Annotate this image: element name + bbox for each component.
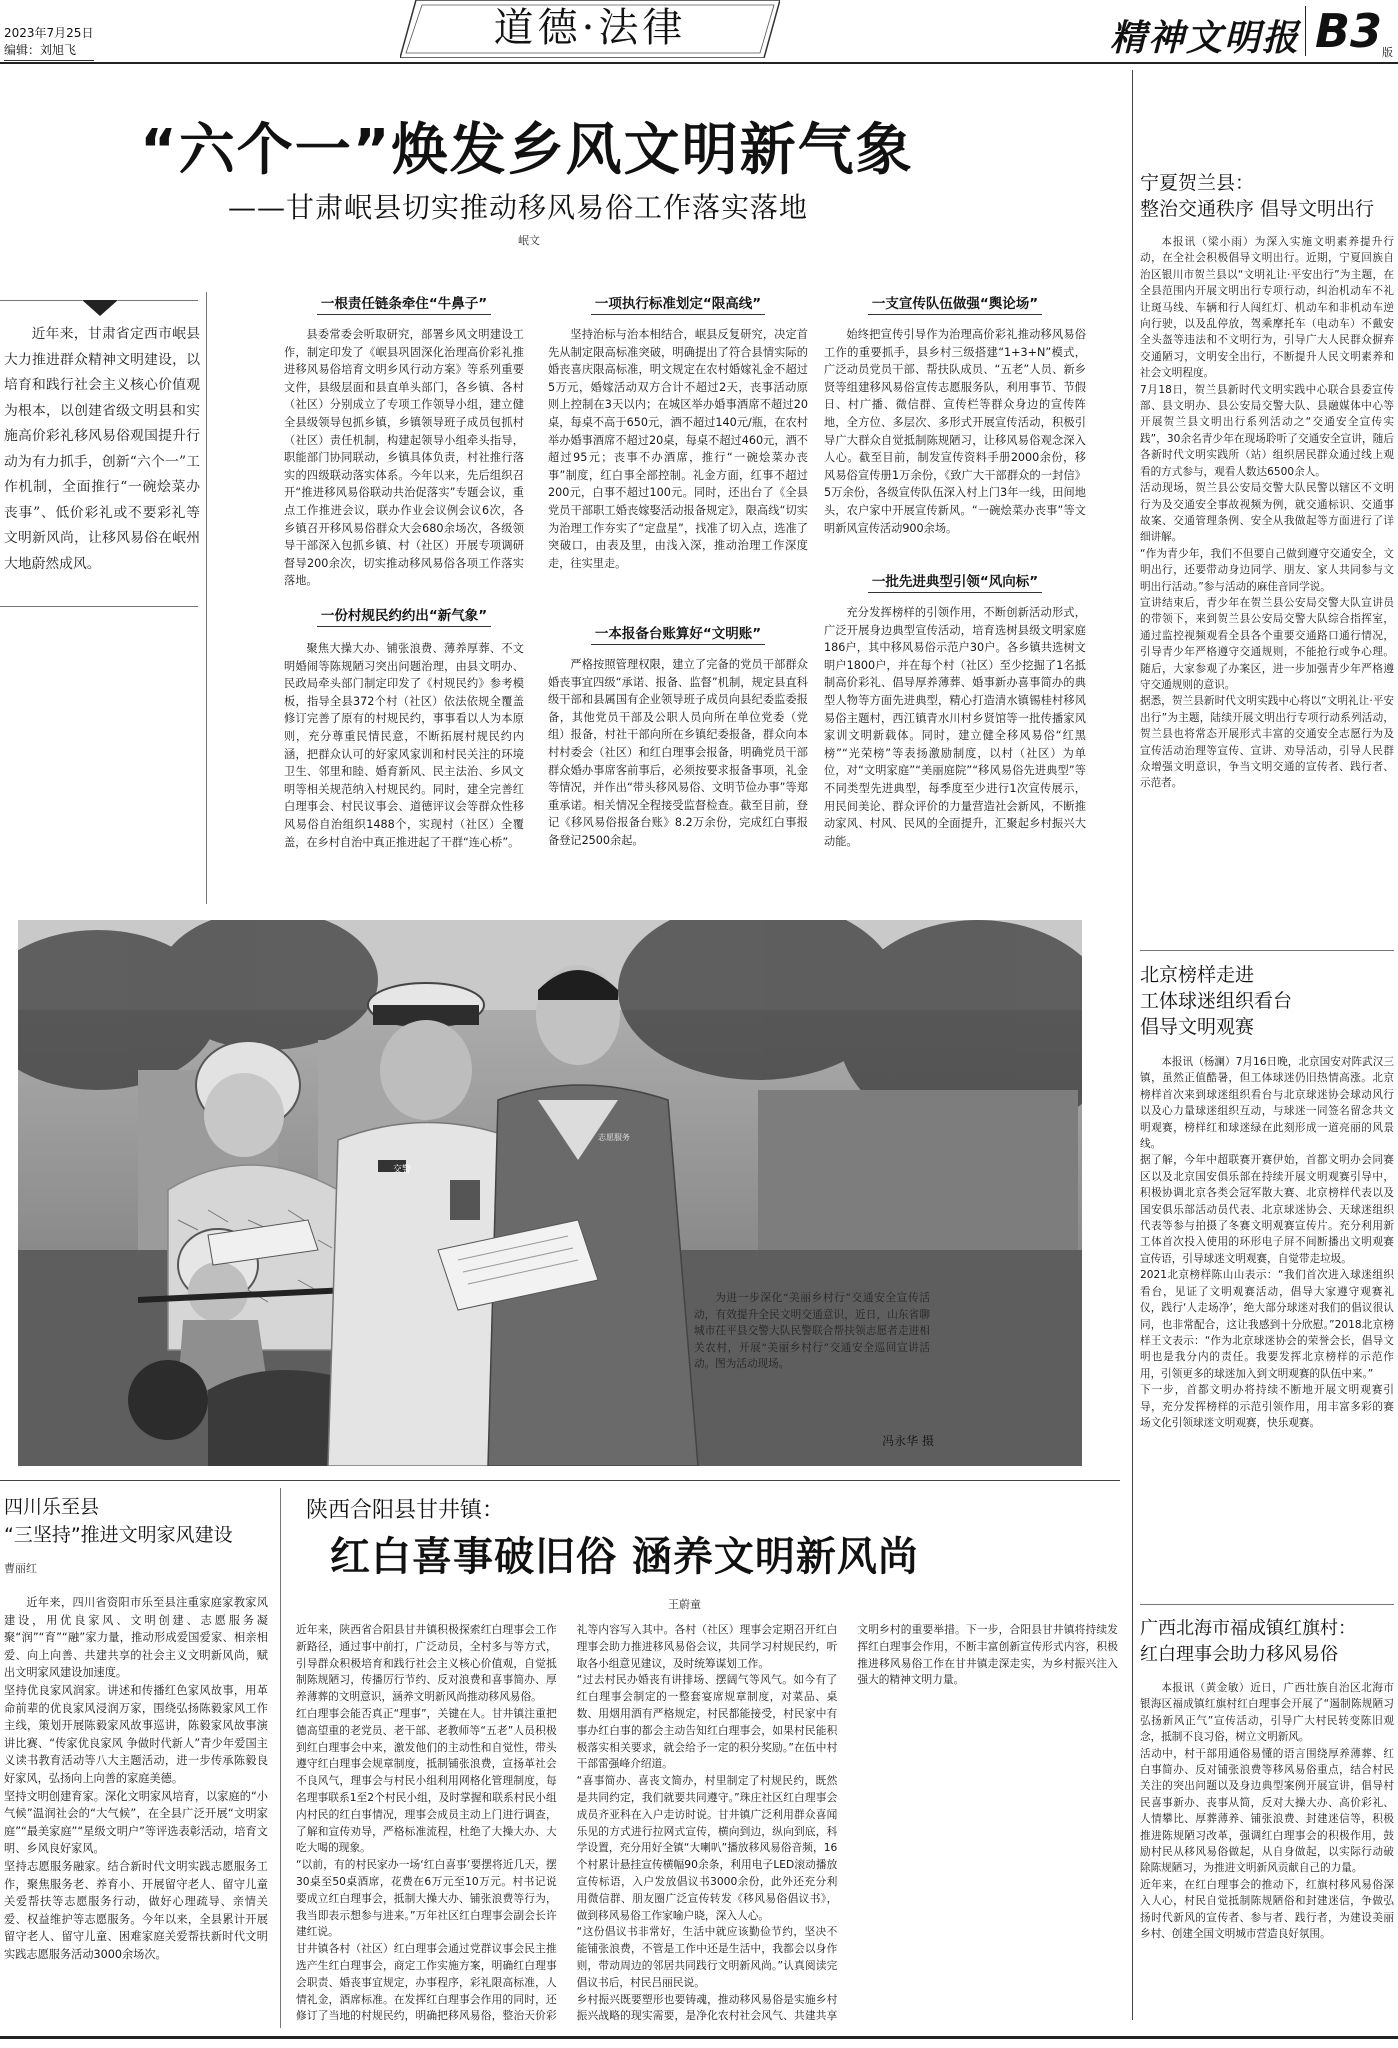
bc-text: 近年来，陕西省合阳县甘井镇积极探索红白理事会工作新路径，通过事中前打，广泛动员，全村多与等方式，引导群众积极培育和践行社会主义核心价值观，自觉抵制陈规陋习，传播厉行节约、反对浪费和喜事简办、厚养薄葬的文明意识，涵养文明新风尚推动移风易俗。 红白理事会能否真正“理事”，关键在人。甘井镇注重把德高望重的老党员、老干部、老教师等“五老”人员积极到红白理事会中来，激发他们的主动性和自觉性，带头遵守红白理事会规章制度，抵制铺张浪费，宣扬革社会不良风气，理事会与村民小组利用网格化管理制度，每名理事联系1至2个村民小组，及时掌握和联系村民小组内村民的红白事情况，理事会成员主动上门进行调查，了解和宣传劝导，严格标准流程，杜绝了大操大办、大吃大喝的现象。 “以前，有的村民家办一场‘红白喜事’要摆将近几天，摆30桌至50桌酒席，花费在6万元至10万元。村书记说要成立红白理事会，抵制大操大办、铺张浪费等行为，我当即表示想参与进来。”万年社区红白理事会副会长许建红说。 甘井镇各村（社区）红白理事会通过党群议事会民主推选产生红白理事会，商定工作实施方案，明确红白理事会职责、婚丧事宜规定，办事程序，彩礼限高标准，人情礼金，酒席标准。在发挥红白理事会作用的同时，还修订了当地的村规民约，明确把移风易俗，整治天价彩礼等内容写入其中。各村（社区）理事会定期召开红白理事会助力推进移风易俗会议，共同学习村规民约，听取各小组意见建议，及时统筹谋划工作。 “过去村民办婚丧有讲排场、摆阔气等风气。如今有了红白理事会制定的一整套宴席规章制度，对菜品、桌数、用烟用酒有严格规定，村民都能接受，村民家中有事办红白事的都会主动告知红白理事会，如果村民能积极落实相关要求，就会给予一定的积分奖励。”在伍中村干部雷强峰介绍道。 “喜事简办、喜丧文简办，村里制定了村规民约，既然是共同约定，我们就要共同遵守。”珠庄社区红白理事会成员齐亚科在入户走访时说。甘井镇广泛利用群众喜闻乐见的方式进行拉网式宣传，横向到边，纵向到底，科学设置，充分用好全镇“大喇叭”播放移风易俗音频，16个村累计悬挂宣传横幅90余条，利用电子LED滚动播放宣传标语，入户发放倡议书3000余份，此外还充分利用微信群、朋友圈广泛宣传转发《移风易俗倡议书》，做到移风易俗工作家喻户晓，深入人心。 “这份倡议书非常好，生活中就应该勤俭节约，坚决不能铺张浪费，不管是工作中还是生活中，我都会以身作则，带动周边的邻居共同践行文明新风尚。”认真阅读完倡议书后，村民吕丽民说。 乡村振兴既要塑形也要铸魂，推动移风易俗是实施乡村振兴战略的现实需要，是净化农村社会风气、共建共享文明乡村的重要举措。下一步，合阳县甘井镇将持续发挥红白理事会作用，不断丰富创新宣传形式内容，积极推进移风易俗工作在甘井镇走深走实，为乡村振兴注入强大的精神文明力量。 <box>296 1623 1118 2023</box>
section-title: 道德·法律 <box>493 5 687 51</box>
lead-subtitle: ——甘肃岷县切实推动移风易俗工作落实落地 <box>228 191 809 224</box>
newspaper-name: 精神文明报 <box>1110 17 1301 59</box>
section-text-1-p: 县委常委会听取研究，部署乡风文明建设工作，制定印发了《岷县巩固深化治理高价彩礼推进移风易俗培育文明乡风行动方案》等系列重要文件，县级层面和县直单头部门，各乡镇、各村（社区）分别成立了专项工作领导小组，建立健全县级领导包抓乡镇，乡镇领导班子成员包抓村（社区）责任机制，构建起领导小组牵头指导，职能部门协同联动，乡镇具体负责，村社推行落实的四级联动落实体系。今年以来，先后组织召开“推进移风易俗联动共治促落实”专题会议，重点工作推进会议，联办作业会议例会议6次，各乡镇召开移风易俗群众大会680余场次，各级领导干部深入包抓乡镇、村（社区）开展专项调研督导200余次，切实推动移风易俗各项工作落实落地。 <box>284 328 524 588</box>
page-number: B3 <box>1315 4 1383 58</box>
header-editor: 编辑：刘旭飞 <box>4 43 77 57</box>
section-text-6 <box>824 604 1086 902</box>
section-heading-3-label: 一项执行标准划定“限高线” <box>591 292 765 315</box>
r1-text: 本报讯（梁小雨）为深入实施文明素养提升行动，在全社会积极倡导文明出行。近期，宁夏回族自治区银川市贺兰县以“文明礼让·平安出行”为主题，在全县范围内开展文明出行专项行动，纠治机动车不礼让斑马线、车辆和行人闯红灯、机动车和非机动车逆向行驶，以及乱停放，驾乘摩托车（电动车）不戴安全头盔等违法和不文明行为，引导广大人民群众摒弃交通陋习，文明安全出行，不断提升人民文明素养和社会文明程度。 7月18日，贺兰县新时代文明实践中心联合县委宣传部、县文明办、县公安局交警大队、县融媒体中心等开展贺兰县文明出行系列活动之“交通安全宣传实践”，30余名青少年在现场聆听了交通安全宣讲，随后各新时代文明实践所（站）组织居民群众通过线上观看的方式参与，观看人数达6500余人。 活动现场，贺兰县公安局交警大队民警以辖区不文明行为及交通安全事故视频为例，就交通标识、交通事故案、交通管理条例、安全从我做起等方面进行了详细讲解。 “作为青少年，我们不但要自己做到遵守交通安全，文明出行，还要带动身边同学、朋友、家人共同参与文明出行活动。”参与活动的麻佳音同学说。 宣讲结束后，青少年在贺兰县公安局交警大队宣讲员的带领下，来到贺兰县公安局交警大队综合指挥室，通过监控视频观看全县各个重要交通路口通行情况，引导青少年严格遵守交通规则，不能抢行或争心理。随后，大家参观了办案区，进一步加强青少年严格遵守交通规则的意识。 据悉，贺兰县新时代文明实践中心将以“文明礼让·平安出行”为主题，陆续开展文明出行专项行动系列活动，贺兰县也将常态开展形式丰富的交通安全志愿行为及宣传活动治理等宣传、宣讲、劝导活动，引导人民群众增强文明意识，争当文明交通的宣传者、践行者、示范者。 <box>1140 236 1394 790</box>
r2-title-line2: 工体球迷组织看台 <box>1140 990 1293 1012</box>
bc-byline: 王蔚童 <box>668 1598 701 1611</box>
photo-illustration <box>18 920 1082 1466</box>
section-heading-4-label: 一本报备台账算好“文明账” <box>591 622 765 645</box>
bc-title: 红白喜事破旧俗 涵养文明新风尚 <box>330 1534 919 1580</box>
section-heading-6 <box>824 570 1086 593</box>
r3-title-line1: 广西北海市福成镇红旗村： <box>1140 1618 1356 1639</box>
lead-byline: 岷文 <box>518 234 540 247</box>
section-heading-5 <box>824 292 1086 315</box>
lead-title: “六个一”焕发乡风文明新气象 <box>140 118 914 183</box>
volunteer-vest-label: 志愿服务 <box>598 1133 630 1142</box>
intro-arrow-icon <box>82 300 118 316</box>
section-text-6-p: 充分发挥榜样的引领作用，不断创新活动形式，广泛开展身边典型宣传活动，培育选树县级文明家庭186户，其中移风易俗示范户30户。各乡镇共选树文明户1800户，并在每个村（社区）至少挖掘了1名抵制高价彩礼、倡导厚养薄葬、婚事新办喜事简办的典型人物等方面先进典型，精心打造清水镇锡桂村移风易俗主题村，西江镇青水川村乡贤馆等一批传播家风家训文明新载体。同时，建立健全移风易俗“红黑榜”“光荣榜”等表扬激励制度，以村（社区）为单位，对“文明家庭”“美丽庭院”“移风易俗先进典型”等不同类型先进典型，每季度至少进行1次宣传展示，用民间美论、群众评价的力量营造社会新风，不断推动家风、村风、民风的全面提升，汇聚起乡村振兴大动能。 <box>824 606 1086 848</box>
section-text-5-p: 始终把宣传引导作为治理高价彩礼推动移风易俗工作的重要抓手，县乡村三级搭建“1+3+N”模式，广泛动员党员干部、帮扶队成员、“五老”人员、新乡贤等组建移风易俗宣传志愿服务队，利用事节、节假日、村广播、微信群、宣传栏等群众身边的宣传阵地，全方位、多层次、多形式开展宣传活动，积极引导广大群众自觉抵制陈规陋习，让移风易俗观念深入人心。截至目前，制发宣传资料手册2000余份，移风易俗宣传册1万余份，《致广大干部群众的一封信》5万余份，各级宣传队伍深入村上门3年一线，田间地头，农户家中开展宣传新风。“一碗烩菜办丧事”等文明新风宣传活动900余场。 <box>824 328 1086 535</box>
bl-byline: 曹丽红 <box>4 1562 37 1575</box>
section-heading-4 <box>548 622 808 645</box>
r3-title-line2: 红白理事会助力移风易俗 <box>1140 1644 1338 1665</box>
r1-title-line2: 整治交通秩序 倡导文明出行 <box>1140 198 1375 220</box>
section-banner <box>400 0 780 58</box>
r3-text: 本报讯（黄金敏）近日，广西壮族自治区北海市银海区福成镇红旗村红白理事会开展了“遏制陈规陋习 弘扬新风正气”宣传活动，引导广大村民转变陈旧观念，抵制不良习俗，树立文明新风。 活动中，村干部用通俗易懂的语言围绕厚养薄葬、红白事简办、反对铺张浪费等移风易俗重点，结合村民关注的突出问题以及身边典型案例开展宣讲，倡导村民喜事新办、丧事从简，反对大操大办、高价彩礼、人情攀比、厚葬薄养、铺张浪费、封建迷信等，积极推进陈规陋习改革，强调红白理事会的积极作用，鼓励村民从移风易俗做起，从自身做起，以实际行动破除陈规陋习，为推进文明新风贡献自己的力量。 近年来，在红白理事会的推动下，红旗村移风易俗深入人心，村民自觉抵制陈规陋俗和封建迷信，争做弘扬时代新风的宣传者、参与者、践行者，为建设美丽乡村、创建全国文明城市营造良好氛围。 <box>1140 1682 1394 1941</box>
photo-credit: 冯永华 摄 <box>882 1434 934 1448</box>
section-text-5 <box>824 326 1086 558</box>
bl-title-line2: “三坚持”推进文明家风建设 <box>4 1524 233 1546</box>
bc-text-columns <box>296 1622 1118 2030</box>
section-heading-6-label: 一批先进典型引领“风向标” <box>868 570 1042 593</box>
section-heading-2 <box>284 604 524 627</box>
section-text-4-p: 严格按照管理权限，建立了完备的党员干部群众婚丧事宜四级“承诺、报备、监督”机制，规定县直科级干部和县属国有企业领导班子成员向县纪委监委报备，其他党员干部及公职人员向所在单位党委（党组）报备，村社干部向所在乡镇纪委报备，群众向本村村委会（社区）和红白理事会报备，明确党员干部群众婚办事席客前事后，必须按要求报备事项，礼金等情况，并作出“带头移风易俗、文明节俭办事”等郑重承诺。相关情况全程接受监督检查。截至目前，登记《移风易俗报备台账》8.2万余份，完成红白事报备登记2500余起。 <box>548 658 808 847</box>
police-badge-label: 交警 <box>393 1165 412 1175</box>
section-text-3 <box>548 326 808 612</box>
section-heading-3 <box>548 292 808 315</box>
r2-title-line3: 倡导文明观赛 <box>1140 1016 1255 1038</box>
section-text-3-p: 坚持治标与治本相结合，岷县反复研究，决定首先从制定限高标准突破，明确提出了符合县情实际的婚丧喜庆限高标准，明文规定在农村婚嫁礼金不超过5万元，婚嫁活动双方合计不超过2天，丧事活动原则上控制在3天以内；在城区举办婚事酒席不超过20桌，每桌不高于650元，酒不超过140元/瓶，在农村举办婚事酒席不超过20桌，每桌不超过460元，酒不超过95元；丧事不办酒席，推行“一碗烩菜办丧事”制度，红白事全部控制。礼金方面，红事不超过200元，白事不超过100元。同时，还出台了《全县党员干部职工婚丧嫁娶活动报备规定》，限高线“切实为治理工作夯实了“定盘星”，找准了切入点，选准了突破口，由表及里，由浅入深，推动治理工作深度走，往实里走。 <box>548 328 808 570</box>
bl-text: 近年来，四川省资阳市乐至县注重家庭家教家风建设，用优良家风、文明创建、志愿服务凝聚“润”“育”“融”家力量，推动形成爱国爱家、相亲相爱、向上向善、共建共享的社会主义文明新风尚，赋出文明家风建设加速度。 坚持优良家风润家。讲述和传播红色家风故事，用革命前辈的优良家风浸润万家，围绕弘扬陈毅家风工作主线，策划开展陈毅家风故事巡讲，陈毅家风故事演讲比赛、“传家优良家风 争做时代新人”青少年爱国主义读书教育活动等八大主题活动，进一步传承陈毅良好家风，弘扬向上向善的家庭美德。 坚持文明创建育家。深化文明家风培育，以家庭的“小气候”温润社会的“大气候”，在全县广泛开展“文明家庭”“最美家庭”“星级文明户”等评选表彰活动，培育文明、乡风良好家风。 坚持志愿服务融家。结合新时代文明实践志愿服务工作，聚焦服务老、养育小、开展留守老人、留守儿童关爱帮扶等志愿服务行动，做好心理疏导、亲情关爱、权益维护等志愿服务。今年以来，全县累计开展留守老人、留守儿童、困难家庭关爱帮扶新时代文明实践志愿服务活动3000余场次。 <box>4 1596 268 1961</box>
section-heading-1-label: 一根责任链条牵住“牛鼻子” <box>317 292 491 315</box>
r1-title-line1: 宁夏贺兰县： <box>1140 172 1255 194</box>
r2-title-line1: 北京榜样走进 <box>1140 964 1255 986</box>
news-photo <box>18 920 1082 1466</box>
photo-caption: 为进一步深化“美丽乡村行”交通安全宣传活动，有效提升全民文明交通意识，近日，山东省聊城市茌平县交警大队民警联合帮扶领志愿者走进相关农村，开展“美丽乡村行”交通安全巡回宣讲活动。图为活动现场。 <box>694 1292 930 1371</box>
bl-title-line1: 四川乐至县 <box>4 1496 100 1518</box>
bc-kicker: 陕西合阳县甘井镇： <box>306 1498 505 1523</box>
section-text-4 <box>548 656 808 902</box>
header-date: 2023年7月25日 <box>4 26 94 40</box>
section-text-1 <box>284 326 524 590</box>
lead-intro: 近年来，甘肃省定西市岷县大力推进群众精神文明建设，以培育和践行社会主义核心价值观为根本，以创建省级文明县和实施高价彩礼移风易俗观国提升行动为有力抓手，创新“六个一”工作机制，全面推行“一碗烩菜办丧事”、低价彩礼或不要彩礼等文明新风尚，让移风易俗在岷州大地蔚然成风。 <box>4 326 200 572</box>
section-heading-1 <box>284 292 524 315</box>
section-text-2-p: 聚焦大操大办、铺张浪费、薄养厚葬、不文明婚闹等陈规陋习突出问题治理，由县文明办、民政局牵头部门制定印发了《村规民约》参考模板，指导全县372个村（社区）依法依规全覆盖修订完善了原有的村规民约，事事看以人为本原则，充分尊重民情民意，不断拓展村规民约内涵，把群众认可的好家风家训和村民关注的环境卫生、邻里和睦、婚育新风、民主法治、乡风文明等相关规范纳入村规民约。同时，建全完善红白理事会、村民议事会、道德评议会等群众性移风易俗自治组织1488个，实现村（社区）全覆盖，在乡村自治中真正推进起了干群“连心桥”。 <box>284 642 524 849</box>
section-heading-2-label: 一份村规民约约出“新气象” <box>317 604 491 627</box>
section-text-2 <box>284 640 524 902</box>
page-suffix: 版 <box>1382 46 1393 59</box>
r2-text: 本报讯（杨澜）7月16日晚，北京国安对阵武汉三镇，虽然正值酷暑，但工体球迷仍旧热情高涨。北京榜样首次来到球迷组织看台与北京球迷协会球动风行以及心力量球迷组织互动，与球迷一同签名留念共文明观赛，榜样红和球迷绿在此刻形成一道亮丽的风景线。 据了解，今年中超联赛开赛伊始，首都文明办会同赛区以及北京国安俱乐部在持续开展文明观赛引导中，积极协调北京各类会冠军散大赛、北京榜样代表以及国安俱乐部活动员代表、北京球迷协会、天球迷组织代表等参与拍摄了冬赛文明观赛宣传片。充分利用新工体首次投入使用的环形电子屏不间断播出文明观赛宣传语，引导球迷文明观赛，自觉带走垃圾。 2021北京榜样陈山山表示：“我们首次进入球迷组织看台，见证了文明观赛活动，倡导大家遵守观赛礼仪，践行‘人走场净’，绝大部分球迷对我们的倡议很认同，也非常配合，这让我感到十分欣慰。”2018北京榜样王文表示：“作为北京球迷协会的荣誉会长，倡导文明也是我分内的责任。我要发挥北京榜样的示范作用，引领更多的球迷加入到文明观赛的队伍中来。” 下一步，首都文明办将持续不断地开展文明观赛引导，充分发挥榜样的示范引领作用，用丰富多彩的赛场文化引领球迷文明观赛，快乐观赛。 <box>1140 1056 1394 1429</box>
section-heading-5-label: 一支宣传队伍做强“舆论场” <box>868 292 1042 315</box>
